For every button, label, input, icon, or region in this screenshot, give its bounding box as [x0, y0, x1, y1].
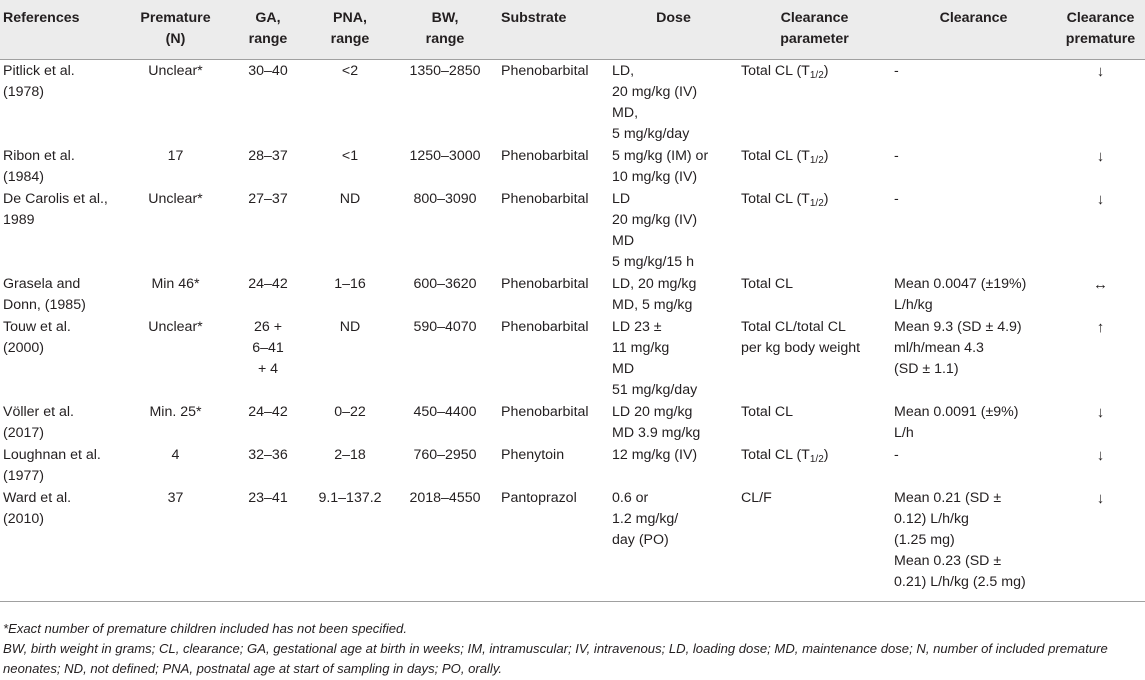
bw-range-cell [392, 145, 498, 188]
cell-line: 10 mg/kg (IV) [612, 169, 698, 185]
pna-range-cell [308, 273, 392, 316]
cell-line: 30–40 [248, 63, 288, 79]
premature-count-cell [123, 188, 228, 273]
cell-line: 9.1–137.2 [318, 490, 382, 506]
dose-cell [609, 316, 738, 401]
clearance-parameter-cell [738, 145, 891, 188]
cell-line: GA, [255, 10, 281, 26]
column-header [891, 0, 1056, 60]
cell-line: 26 + [253, 319, 282, 335]
bw-range-cell [392, 188, 498, 273]
ga-range-cell [228, 188, 308, 273]
table-row [0, 273, 1145, 316]
cell-line: Donn, (1985) [3, 297, 86, 313]
cell-line: 0–22 [334, 404, 366, 420]
cell-line: 12 mg/kg (IV) [612, 447, 698, 463]
cell-line: 1250–3000 [409, 148, 481, 164]
column-header [0, 0, 123, 60]
parameter-suffix: ) [823, 191, 829, 207]
clearance-premature-cell [1056, 401, 1145, 444]
cell-line: (N) [165, 31, 186, 47]
clearance-value-cell [891, 145, 1056, 188]
trend-arrow-icon: ↓ [1096, 191, 1105, 208]
clearance-parameter-cell [738, 487, 891, 602]
cell-line: ml/h/mean 4.3 [894, 340, 984, 356]
cell-line: 5 mg/kg/day [612, 126, 690, 142]
cell-line: 20 mg/kg (IV) [612, 212, 698, 228]
trend-arrow-icon: ↓ [1096, 148, 1105, 165]
dose-cell [609, 487, 738, 602]
cell-line: Pitlick et al. [3, 63, 75, 79]
substrate-cell: Phenobarbital [501, 276, 589, 292]
cell-line: (1978) [3, 84, 45, 100]
clearance-premature-cell [1056, 188, 1145, 273]
footnote-asterisk: *Exact number of premature children included has not been specified. [3, 621, 407, 636]
parameter-subscript: 1/2 [809, 198, 824, 209]
cell-line: MD, 5 mg/kg [612, 297, 693, 313]
cell-line: Substrate [501, 10, 567, 26]
cell-line: 17 [167, 148, 184, 164]
reference-cell [0, 444, 123, 487]
footnote-abbreviations: BW, birth weight in grams; CL, clearance; GA, gestational age at birth in weeks; IM, intramuscular; IV, intravenous; LD, loading dose; MD, maintenance dose; N, number of included premature neonates; ND, not defined; PNA, postnatal age at start of sampling in days; PO, orally. [3, 641, 1108, 676]
cell-line: 6–41 [252, 340, 284, 356]
cell-line [741, 317, 889, 338]
parameter-suffix: ) [823, 447, 829, 463]
cell-line: - [894, 63, 899, 79]
cell-line: De Carolis et al., [3, 191, 108, 207]
header-row [0, 0, 1145, 60]
trend-arrow-icon: ↓ [1096, 404, 1105, 421]
premature-count-cell [123, 60, 228, 146]
parameter-text: Total CL (T [741, 63, 810, 79]
reference-cell [0, 145, 123, 188]
table-row [0, 188, 1145, 273]
cell-line: range [248, 31, 288, 47]
substrate-cell: Phenobarbital [501, 191, 589, 207]
cell-line: Unclear* [148, 319, 203, 335]
cell-line: LD, 20 mg/kg [612, 276, 697, 292]
cell-line: 0.21) L/h/kg (2.5 mg) [894, 574, 1026, 590]
cell-line: Mean 0.21 (SD ± [894, 490, 1002, 506]
dose-cell [609, 444, 738, 487]
cell-line: 2018–4550 [409, 490, 481, 506]
reference-cell [0, 316, 123, 401]
cell-line: LD, [612, 63, 635, 79]
cell-line: 1350–2850 [409, 63, 481, 79]
cell-line: per kg body weight [741, 340, 861, 356]
cell-line: (1977) [3, 468, 45, 484]
pna-range-cell [308, 487, 392, 602]
cell-line: Mean 0.0091 (±9%) [894, 404, 1019, 420]
cell-line: 1.2 mg/kg/ [612, 511, 679, 527]
trend-arrow-icon: ↓ [1096, 490, 1105, 507]
cell-line: Unclear* [148, 191, 203, 207]
parameter-suffix: ) [823, 63, 829, 79]
reference-cell [0, 60, 123, 146]
cell-line: <2 [341, 63, 359, 79]
cell-line: Min. 25* [149, 404, 202, 420]
cell-line: 1–16 [334, 276, 366, 292]
cell-line: L/h [894, 425, 914, 441]
clearance-value-cell [891, 188, 1056, 273]
clearance-value-cell [891, 60, 1056, 146]
cell-line: 4 [171, 447, 180, 463]
cell-line: (2000) [3, 340, 45, 356]
cell-line: range [425, 31, 465, 47]
pna-range-cell [308, 188, 392, 273]
pna-range-cell [308, 60, 392, 146]
clearance-parameter-cell [738, 444, 891, 487]
clearance-premature-cell [1056, 316, 1145, 401]
substrate-cell: Pantoprazol [498, 487, 609, 602]
cell-line: BW, [431, 10, 459, 26]
bw-range-cell [392, 401, 498, 444]
cell-line: 760–2950 [413, 447, 477, 463]
table-row [0, 444, 1145, 487]
trend-arrow-icon: ↔ [1093, 276, 1108, 293]
parameter-text: Total CL [741, 276, 794, 292]
cell-line: + 4 [257, 361, 279, 377]
bw-range-cell [392, 60, 498, 146]
parameter-text: Total CL (T [741, 148, 810, 164]
clearance-premature-cell [1056, 145, 1145, 188]
table-row [0, 316, 1145, 401]
parameter-text: CL/F [741, 490, 772, 506]
bw-range-cell [392, 487, 498, 602]
cell-line: ND [339, 319, 361, 335]
parameter-suffix: ) [823, 148, 829, 164]
ga-range-cell [228, 60, 308, 146]
cell-line: day (PO) [612, 532, 669, 548]
cell-line: ND [339, 191, 361, 207]
column-header [609, 0, 738, 60]
clearance-value-cell [891, 273, 1056, 316]
column-header [738, 0, 891, 60]
cell-line: LD 23 ± [612, 319, 662, 335]
ga-range-cell [228, 487, 308, 602]
cell-line: 32–36 [248, 447, 288, 463]
cell-line: Ribon et al. [3, 148, 75, 164]
cell-line: MD [612, 233, 635, 249]
premature-count-cell [123, 273, 228, 316]
cell-line: 450–4400 [413, 404, 477, 420]
clearance-parameter-cell [738, 273, 891, 316]
clearance-parameter-cell [738, 401, 891, 444]
cell-line: 23–41 [248, 490, 288, 506]
clearance-value-cell [891, 401, 1056, 444]
cell-line: LD 20 mg/kg [612, 404, 693, 420]
clearance-value-cell [891, 444, 1056, 487]
premature-count-cell [123, 444, 228, 487]
parameter-subscript: 1/2 [809, 454, 824, 465]
column-header [498, 0, 609, 60]
pna-range-cell [308, 145, 392, 188]
cell-line: 24–42 [248, 276, 288, 292]
parameter-text: Total CL (T [741, 191, 810, 207]
cell-line: 28–37 [248, 148, 288, 164]
dose-cell [609, 60, 738, 146]
clearance-parameter-cell [738, 60, 891, 146]
table-row [0, 145, 1145, 188]
column-header [392, 0, 498, 60]
table-row [0, 401, 1145, 444]
clearance-value-cell [891, 316, 1056, 401]
trend-arrow-icon: ↓ [1096, 63, 1105, 80]
cell-line: PNA, [333, 10, 367, 26]
cell-line: (2010) [3, 511, 45, 527]
substrate-cell: Phenobarbital [501, 319, 589, 335]
bw-range-cell [392, 316, 498, 401]
column-header [123, 0, 228, 60]
trend-arrow-icon: ↑ [1096, 319, 1105, 336]
ga-range-cell [228, 316, 308, 401]
cell-line: Dose [656, 10, 691, 26]
cell-line: Mean 0.0047 (±19%) [894, 276, 1027, 292]
cell-line: Min 46* [151, 276, 200, 292]
parameter-text: Total CL/total CL [741, 319, 846, 335]
cell-line: Touw et al. [3, 319, 71, 335]
cell-line: 27–37 [248, 191, 288, 207]
cell-line: 0.12) L/h/kg [894, 511, 969, 527]
cell-line: Loughnan et al. [3, 447, 101, 463]
cell-line: 5 mg/kg/15 h [612, 254, 695, 270]
substrate-cell: Phenobarbital [501, 404, 589, 420]
cell-line: Clearance [780, 10, 849, 26]
cell-line: MD [612, 361, 635, 377]
clearance-value-cell [891, 487, 1056, 602]
cell-line: (SD ± 1.1) [894, 361, 959, 377]
cell-line: premature [1065, 31, 1136, 47]
parameter-subscript: 1/2 [809, 70, 824, 81]
pna-range-cell [308, 316, 392, 401]
table-row [0, 60, 1145, 146]
column-header [1056, 0, 1145, 60]
substrate-cell: Phenytoin [501, 447, 565, 463]
cell-line: Mean 0.23 (SD ± [894, 553, 1002, 569]
pna-range-cell [308, 444, 392, 487]
column-header [228, 0, 308, 60]
trend-arrow-icon: ↓ [1096, 447, 1105, 464]
cell-line [741, 146, 889, 167]
cell-line: 590–4070 [413, 319, 477, 335]
cell-line: range [330, 31, 370, 47]
dose-cell [609, 401, 738, 444]
table-header [0, 0, 1145, 60]
cell-line: MD, [612, 105, 639, 121]
premature-count-cell [123, 401, 228, 444]
cell-line: 11 mg/kg [612, 340, 670, 356]
dose-cell [609, 145, 738, 188]
cell-line: Premature [140, 10, 211, 26]
clearance-premature-cell [1056, 444, 1145, 487]
cell-line: (1984) [3, 169, 45, 185]
cell-line: References [3, 10, 80, 26]
cell-line: <1 [341, 148, 359, 164]
cell-line: Clearance [1066, 10, 1135, 26]
cell-line: 2–18 [334, 447, 366, 463]
reference-cell [0, 188, 123, 273]
cell-line: 1989 [3, 212, 35, 228]
cell-line: parameter [780, 31, 849, 47]
premature-count-cell [123, 145, 228, 188]
cell-line: 0.6 or [612, 490, 649, 506]
table-body [0, 60, 1145, 602]
cell-line [741, 274, 889, 295]
clearance-premature-cell [1056, 487, 1145, 602]
cell-line [741, 488, 889, 509]
clearance-premature-cell [1056, 273, 1145, 316]
cell-line [741, 189, 889, 210]
cell-line [741, 445, 889, 466]
dose-cell [609, 188, 738, 273]
parameter-subscript: 1/2 [809, 155, 824, 166]
cell-line: - [894, 447, 899, 463]
reference-cell [0, 487, 123, 602]
clearance-parameter-cell [738, 316, 891, 401]
column-header [308, 0, 392, 60]
cell-line [741, 402, 889, 423]
ga-range-cell [228, 401, 308, 444]
cell-line: Mean 9.3 (SD ± 4.9) [894, 319, 1022, 335]
cell-line: 5 mg/kg (IM) or [612, 148, 709, 164]
cell-line: MD 3.9 mg/kg [612, 425, 701, 441]
substrate-cell: Phenobarbital [501, 63, 589, 79]
dose-cell [609, 273, 738, 316]
ga-range-cell [228, 273, 308, 316]
cell-line: 37 [167, 490, 184, 506]
cell-line: Unclear* [148, 63, 203, 79]
cell-line: 600–3620 [413, 276, 477, 292]
ga-range-cell [228, 444, 308, 487]
cell-line: LD [612, 191, 631, 207]
parameter-text: Total CL [741, 404, 794, 420]
cell-line: Grasela and [3, 276, 81, 292]
reference-cell [0, 273, 123, 316]
cell-line: L/h/kg [894, 297, 933, 313]
cell-line: 24–42 [248, 404, 288, 420]
cell-line: 20 mg/kg (IV) [612, 84, 698, 100]
premature-count-cell [123, 316, 228, 401]
cell-line: 51 mg/kg/day [612, 382, 698, 398]
cell-line: 800–3090 [413, 191, 477, 207]
cell-line: Völler et al. [3, 404, 74, 420]
bw-range-cell [392, 444, 498, 487]
premature-count-cell [123, 487, 228, 602]
reference-cell [0, 401, 123, 444]
clearance-premature-cell [1056, 60, 1145, 146]
cell-line: Ward et al. [3, 490, 72, 506]
cell-line [741, 61, 889, 82]
cell-line: - [894, 148, 899, 164]
substrate-cell: Phenobarbital [501, 148, 589, 164]
table-footnotes [3, 619, 1141, 679]
clearance-parameter-cell [738, 188, 891, 273]
cell-line: Clearance [939, 10, 1008, 26]
bw-range-cell [392, 273, 498, 316]
cell-line: - [894, 191, 899, 207]
table-row [0, 487, 1145, 602]
ga-range-cell [228, 145, 308, 188]
parameter-text: Total CL (T [741, 447, 810, 463]
cell-line: (2017) [3, 425, 45, 441]
cell-line: (1.25 mg) [894, 532, 955, 548]
pna-range-cell [308, 401, 392, 444]
